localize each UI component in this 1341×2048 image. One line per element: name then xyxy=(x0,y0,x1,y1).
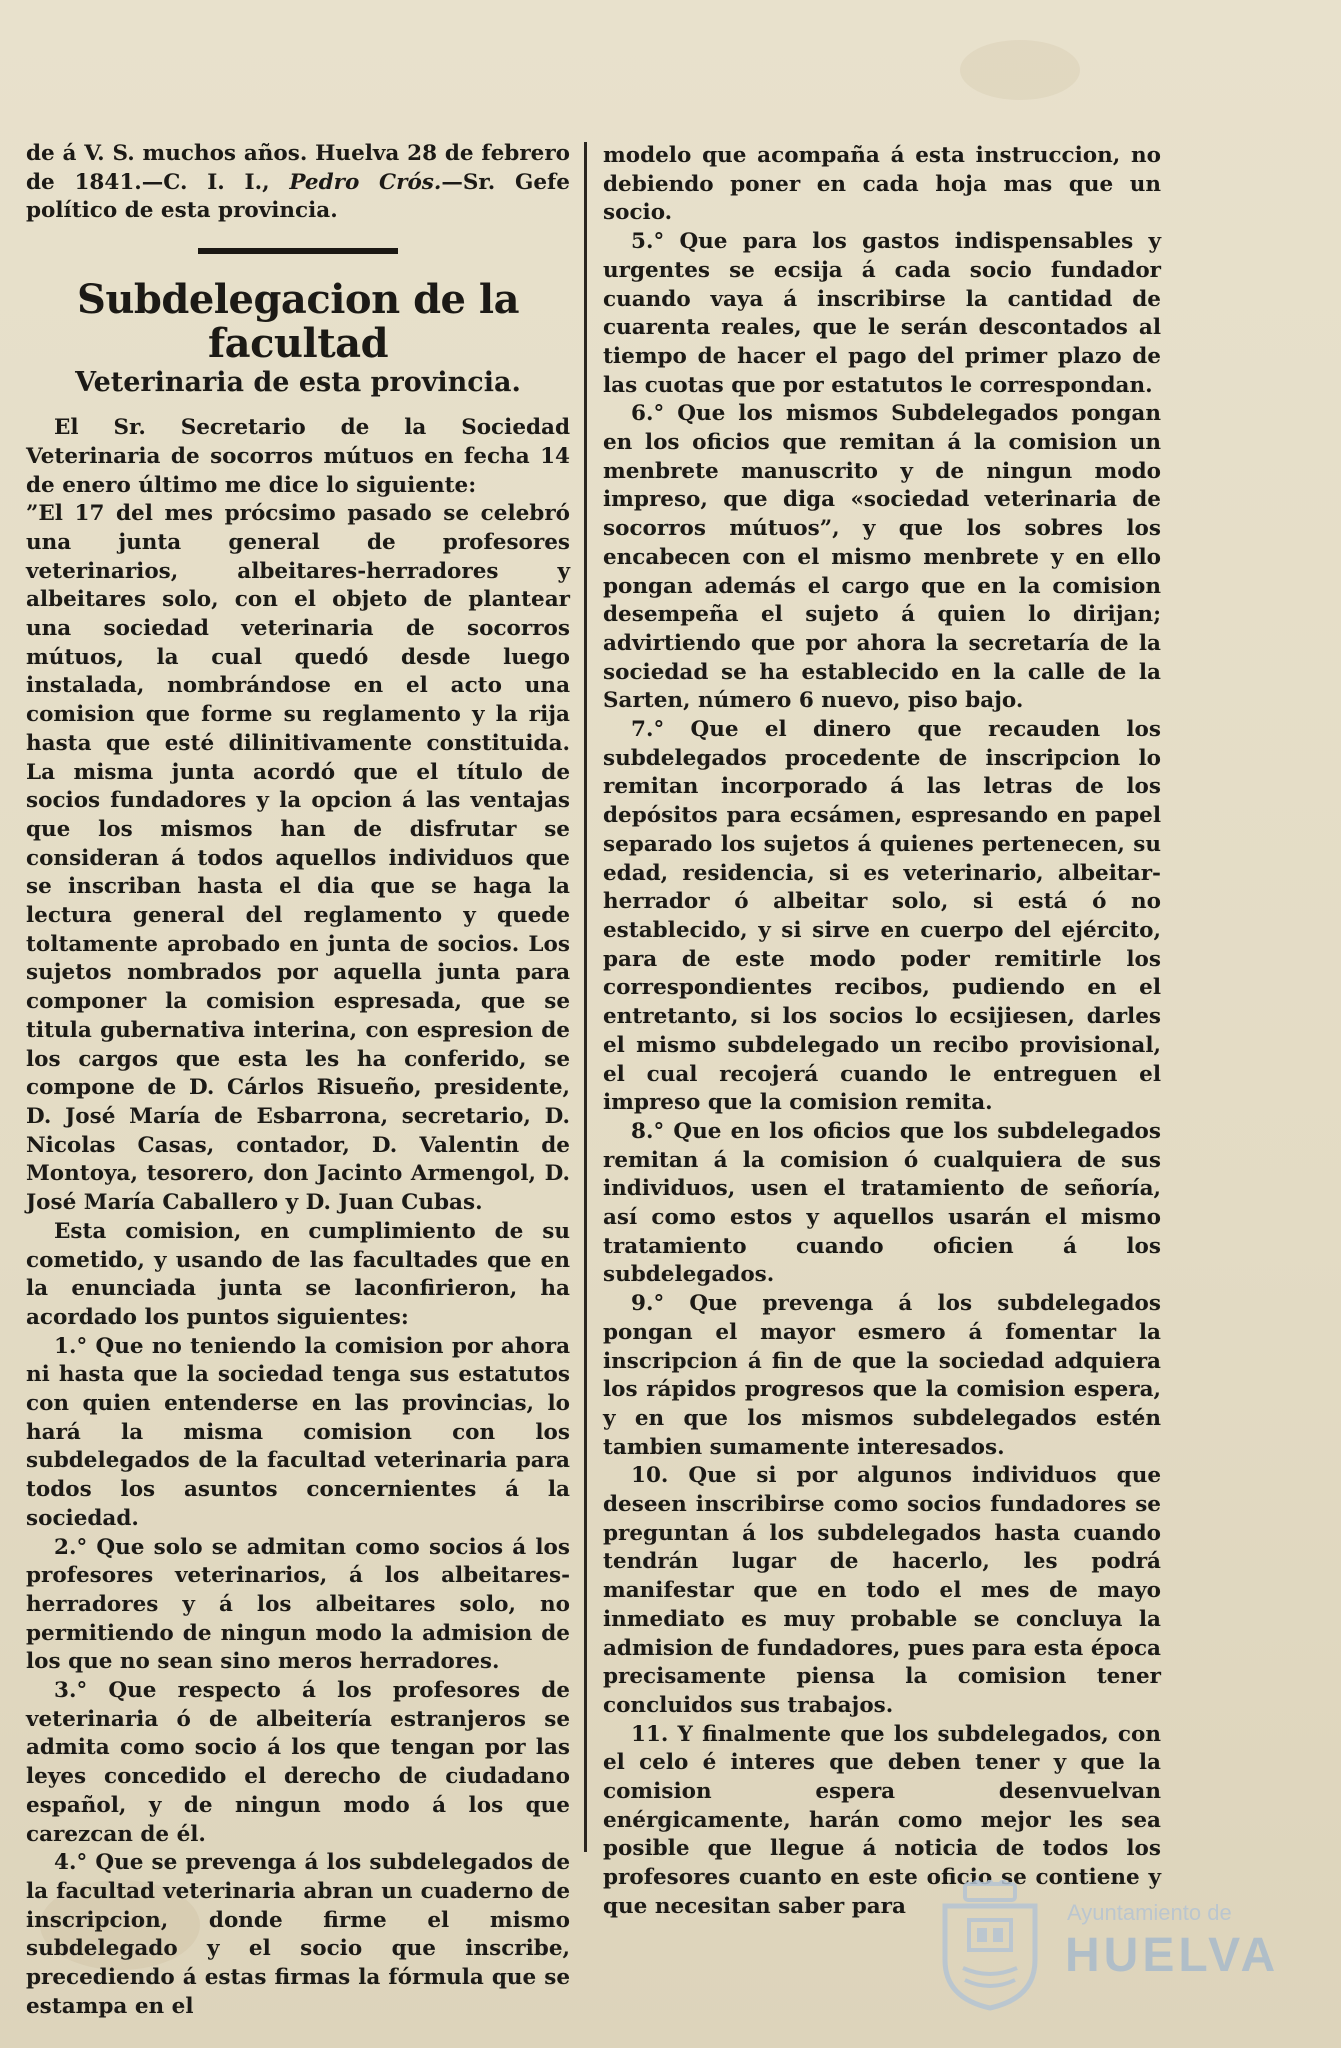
paragraph-continuation: modelo que acompaña á esta instruccion, no debiendo poner en cada hoja mas que un socio. xyxy=(603,143,1161,226)
watermark-line-1: Ayuntamiento de xyxy=(1067,1900,1232,1925)
column-divider xyxy=(584,142,587,1852)
paragraph-point-2: 2.° Que solo se admitan como socios á los profesores veterinarios, á los albeitares-herradores y á los albeitares solo, no permitiendo de ningun modo la admision de los que no sean sino meros herradores. xyxy=(26,1534,570,1675)
paragraph: ”El 17 del mes prócsimo pasado se celebró una junta general de profesores veterinarios, albeitares-herradores y albeitares solo, con el objeto de plantear una sociedad veterinaria de socorros mútuos, la cual quedó desde luego instalada, nombrándose en el acto una comision que forme su reglamento y la rija hasta que esté dilinitivamente constituida. La misma junta acordó que el título de socios fundadores y la opcion á las ventajas que los mismos han de disfrutar se consideran á todos aquellos individuos que se inscriban hasta el dia que se haga la lectura general del reglamento y quede toltamente aprobado en junta de socios. Los sujetos nombrados por aquella junta para componer la comision espresada, que se titula gubernativa interina, con espresion de los cargos que esta les ha conferido, se compone de D. Cárlos Risueño, presidente, D. José María de Esbarrona, secretario, D. Nicolas Casas, contador, D. Valentin de Montoya, tesorero, don Jacinto Armengol, D. José María Caballero y D. Juan Cubas. xyxy=(26,501,570,1216)
watermark-line-2: HUELVA xyxy=(1065,1929,1280,1982)
paragraph: Esta comision, en cumplimiento de su cometido, y usando de las facultades que en la enunciada junta se laconfirieron, ha acordado los puntos siguientes: xyxy=(26,1218,570,1330)
paragraph-point-8: 8.° Que en los oficios que los subdelegados remitan á la comision ó cualquiera de sus individuos, usen el tratamiento de señoría, así como estos y aquellos usarán el mismo tratamiento cuando oficien á los subdelegados. xyxy=(603,1118,1161,1288)
right-column xyxy=(603,142,1161,1922)
paragraph-point-11: 11. Y finalmente que los subdelegados, con el celo é interes que deben tener y que la comision espera desenvuelvan enérgicamente, harán como mejor les sea posible que llegue á noticia de todos los profesores cuanto en este oficio se contiene y que necesitan saber para xyxy=(603,1721,1161,1919)
left-column xyxy=(26,140,570,2021)
closing-text: de á V. S. muchos años. Huelva 28 de febrero de 1841.—C. I. I., xyxy=(26,141,570,195)
paragraph-point-9: 9.° Que prevenga á los subdelegados pongan el mayor esmero á fomentar la inscripcion á fin de que la sociedad adquiera los rápidos progresos que la comision espera, y en que los mismos subdelegados estén tambien sumamente interesados. xyxy=(603,1291,1161,1460)
closing-addressee: —Sr. Gefe político de esta provincia. xyxy=(26,169,570,224)
paragraph-point-4: 4.° Que se prevenga á los subdelegados de la facultad veterinaria abran un cuaderno de inscripcion, donde firme el mismo subdelegado y el socio que inscribe, precediendo á estas firmas la fórmula que se estampa en el xyxy=(26,1850,570,2019)
signature-name: Pedro Crós. xyxy=(289,169,442,195)
archive-watermark xyxy=(925,1878,1280,2018)
paragraph-point-6: 6.° Que los mismos Subdelegados pongan en los oficios que remitan á la comision un menbrete manuscrito y de ningun modo impreso, que diga «sociedad veterinaria de socorros mútuos”, y que los sobres los encabecen con el mismo menbrete y en ello pongan además el cargo que en la comision desempeña el sujeto á quien lo dirijan; advirtiendo que por ahora la secretaría de la sociedad se ha establecido en la calle de la Sarten, número 6 nuevo, piso bajo. xyxy=(603,401,1161,714)
section-heading: Subdelegacion de la facultad xyxy=(76,276,520,368)
coat-of-arms-icon xyxy=(935,1880,1045,2012)
paragraph-point-3: 3.° Que respecto á los profesores de veterinaria ó de albeitería estranjeros se admita como socio á los que tengan por las leyes concedido el derecho de ciudadano español, y de ningun modo á los que carezcan de él. xyxy=(26,1678,570,1847)
section-divider-rule xyxy=(198,248,398,254)
paper-stain xyxy=(960,40,1080,100)
paragraph-point-7: 7.° Que el dinero que recauden los subdelegados procedente de inscripcion lo remitan incorporado á las letras de los depósitos para ecsámen, espresando en papel separado los sujetos á quienes pertenecen, su edad, residencia, si es veterinario, albeitar-herrador ó albeitar solo, si está ó no establecido, y si sirve en cuerpo del ejército, para de este modo poder remitirle los correspondientes recibos, pudiendo en el entretanto, si los socios lo ecsijiesen, darles el mismo subdelegado un recibo provisional, el cual recojerá cuando le entreguen el impreso que la comision remita. xyxy=(603,717,1161,1116)
section-subheading: Veterinaria de esta provincia. xyxy=(75,367,521,399)
paragraph-point-1: 1.° Que no teniendo la comision por ahora ni hasta que la sociedad tenga sus estatutos con quien entenderse en las provincias, lo hará la misma comision con los subdelegados de la facultad veterinaria para todos los asuntos concernientes á la sociedad. xyxy=(26,1333,570,1531)
paragraph-point-5: 5.° Que para los gastos indispensables y urgentes se ecsija á cada socio fundador cuando vaya á inscribirse la cantidad de cuarenta reales, que le serán descontados al tiempo de hacer el pago del primer plazo de las cuotas que por estatutos le correspondan. xyxy=(603,229,1161,398)
letter-closing xyxy=(26,140,570,226)
paragraph: El Sr. Secretario de la Sociedad Veterinaria de socorros mútuos en fecha 14 de enero último me dice lo siguiente: xyxy=(26,415,570,498)
paragraph-point-10: 10. Que si por algunos individuos que deseen inscribirse como socios fundadores se preguntan á los subdelegados hasta cuando tendrán lugar de hacerlo, les podrá manifestar que en todo el mes de mayo inmediato es muy probable se concluya la admision de fundadores, pues para esta época precisamente piensa la comision tener concluidos sus trabajos. xyxy=(603,1463,1161,1718)
